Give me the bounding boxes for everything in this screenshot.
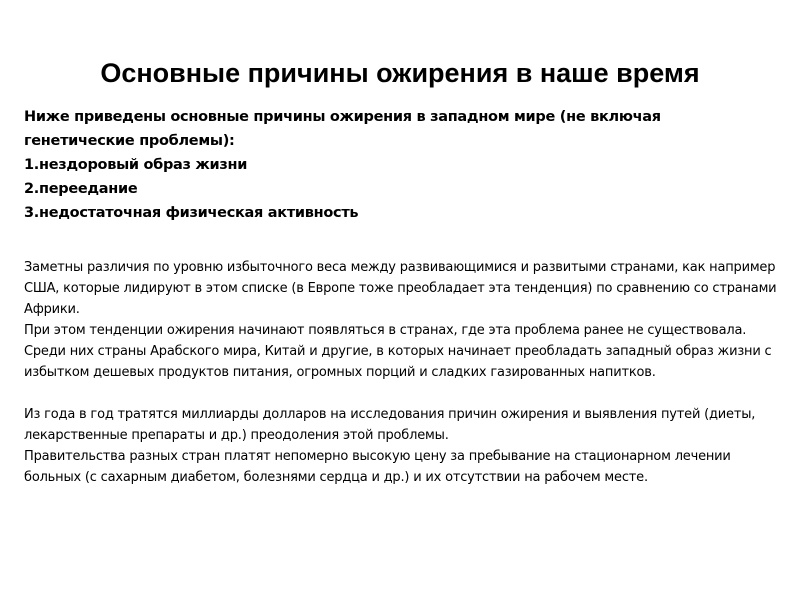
body-text bbox=[24, 257, 784, 488]
paragraph-regional-differences: Заметны различия по уровню избыточного веса между развивающимися и развитыми странами, как например США, которые лидируют в этом списке (в Европе тоже преобладает эта тенденция) по сравнению со странами Африки. bbox=[24, 260, 777, 317]
paragraph-spacer bbox=[24, 383, 784, 404]
causes-lead-text: Ниже приведены основные причины ожирения в западном мире (не включая генетические проблемы): bbox=[24, 109, 661, 149]
cause-item: 2.переедание bbox=[24, 181, 138, 197]
paragraph-new-countries: При этом тенденции ожирения начинают появляться в странах, где эта проблема ранее не существовала. Среди них страны Арабского мира, Китай и другие, в которых начинает преобладать западный образ жизни с избытком дешевых продуктов питания, огромных порций и сладких газированных напитков. bbox=[24, 323, 772, 380]
causes-block bbox=[24, 105, 774, 225]
cause-item: 1.нездоровый образ жизни bbox=[24, 157, 248, 173]
cause-item: 3.недостаточная физическая активность bbox=[24, 205, 359, 221]
causes-list bbox=[24, 153, 774, 225]
paragraph-research-spending: Из года в год тратятся миллиарды долларов на исследования причин ожирения и выявления путей (диеты, лекарственные препараты и др.) преодоления этой проблемы. bbox=[24, 407, 756, 443]
paragraph-government-costs: Правительства разных стран платят непомерно высокую цену за пребывание на стационарном лечении больных (с сахарным диабетом, болезнями сердца и др.) и их отсутствии на рабочем месте. bbox=[24, 449, 731, 485]
slide-title: Основные причины ожирения в наше время bbox=[100, 58, 700, 88]
